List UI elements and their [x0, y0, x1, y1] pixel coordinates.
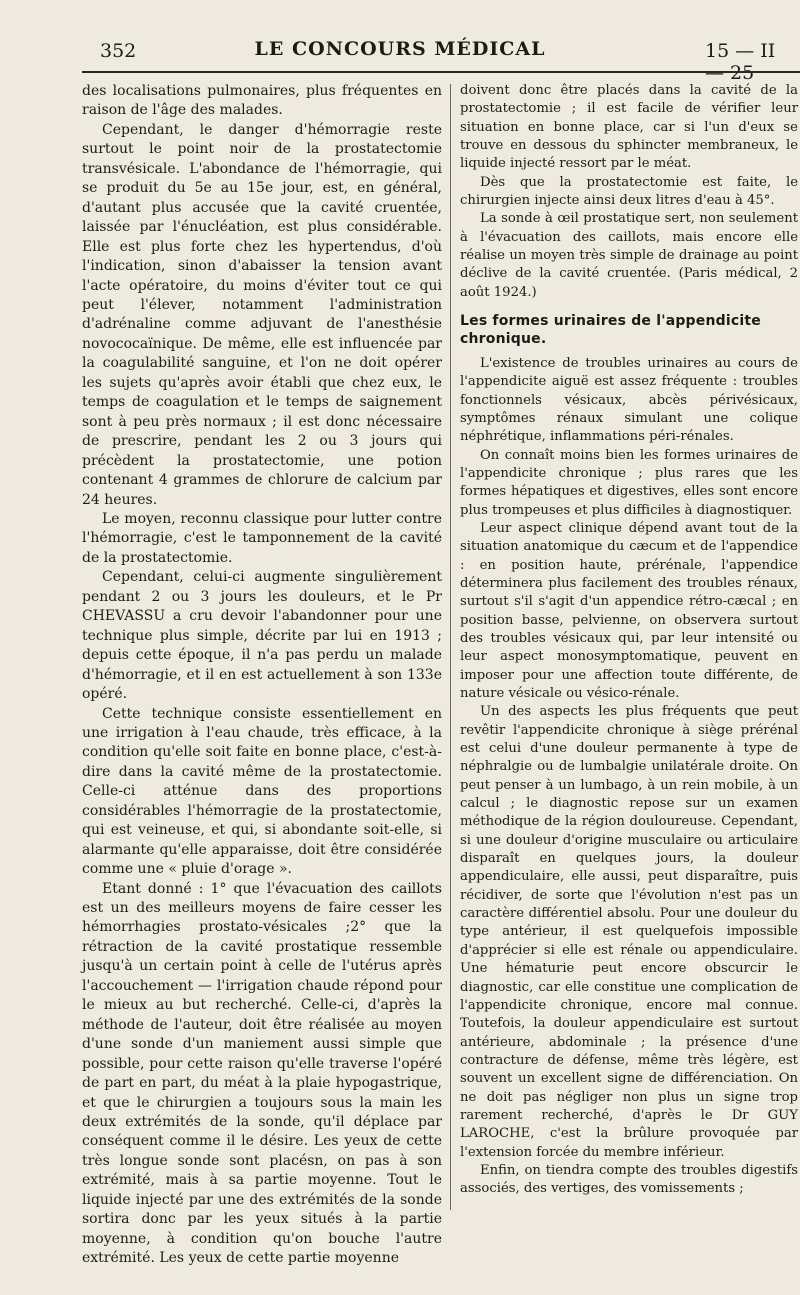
left-column [82, 82, 442, 1269]
right-paragraph: Leur aspect clinique dépend avant tout de la situation anatomique du cæcum et de l'appendice : en position haute, prérénale, l'appendice déterminera plus facilement des troubles rénaux, surtout s'il s'agit d'un appendice rétro-cæcal ; en position basse, pelvienne, on observera surtout des troubles vésicaux qui, par leur intensité ou leur aspect monosymptomatique, peuvent en imposer pour une affection toute différente, de nature vésicale ou vésico-rénale. [460, 520, 798, 701]
right-column [460, 82, 798, 1199]
right-paragraph: On connaît moins bien les formes urinaires de l'appendicite chronique ; plus rares que les formes hépatiques et digestives, elles sont encore plus trompeuses et plus difficiles à diagnostiquer. [460, 447, 798, 518]
right-paragraph: Dès que la prostatectomie est faite, le chirurgien injecte ainsi deux litres d'eau à 45°. [460, 174, 798, 209]
right-paragraph: Un des aspects les plus fréquents que peut revêtir l'appendicite chronique à siège prérénal est celui d'une douleur permanente à type de néphralgie ou de lumbalgie unilatérale droite. On peut penser à un lumbago, à un rein mobile, à un calcul ; le diagnostic repose sur un examen méthodique de la région douloureuse. Cependant, si une douleur d'origine musculaire ou articulaire disparaît en quelques jours, la douleur appendiculaire, elle aussi, peut disparaître, puis récidiver, de sorte que l'évolution n'est pas un caractère différentiel absolu. Pour une douleur du type antérieur, il est quelquefois impossible d'apprécier si elle est rénale ou appendiculaire. Une hématurie peut encore obscurcir le diagnostic, car elle constitue une complication de l'appendicite chronique, encore mal connue. Toutefois, la douleur appendiculaire est surtout antérieure, abdominale ; la présence d'une contracture de défense, même très légère, est souvent un excellent signe de différenciation. On ne doit pas négliger non plus un signe trop rarement recherché, d'après le Dr GUY LAROCHE, c'est la brûlure provoquée par l'extension forcée du membre inférieur. [460, 704, 798, 1160]
right-paragraph: doivent donc être placés dans la cavité de la prostatectomie ; il est facile de vérifier leur situation en bonne place, car si l'un d'eux se trouve en dessous du sphincter membraneux, le liquide injecté ressort par le méat. [460, 83, 798, 172]
left-paragraph: Cette technique consiste essentiellement en une irrigation à l'eau chaude, très efficace, à la condition qu'elle soit faite en bonne place, c'est-à-dire dans la cavité même de la prostatectomie. Celle-ci atténue dans des proportions considérables l'hémorragie de la prostatectomie, qui est veineuse, et qui, si abondante soit-elle, si alarmante qu'elle apparaisse, doit être considérée comme une « pluie d'orage ». [82, 705, 442, 878]
right-paragraph: La sonde à œil prostatique sert, non seulement à l'évacuation des caillots, mais encore elle réalise un moyen très simple de drainage au point déclive de la cavité cruentée. (Paris médical, 2 août 1924.) [460, 211, 798, 300]
page-number: 352 [100, 40, 137, 62]
column-divider [450, 84, 451, 1210]
issue-date: 15 — II — 25 [705, 40, 776, 84]
left-paragraph: Cependant, le danger d'hémorragie reste surtout le point noir de la prostatectomie transvésicale. L'abondance de l'hémorragie, qui se produit du 5e au 15e jour, est, en général, d'autant plus accusée que la cavité cruentée, laissée par l'énucléation, est plus considérable. Elle est plus forte chez les hypertendus, d'où l'indication, sinon d'abaisser la tension avant l'acte opératoire, du moins d'éviter tout ce qui peut l'élever, notamment l'administration d'adrénaline comme adjuvant de l'anesthésie novococaïnique. De même, elle est influencée par la coagulabilité sanguine, et l'on ne doit opérer les sujets qu'après avoir établi que chez eux, le temps de coagulation et le temps de saignement sont à peu près normaux ; il est donc nécessaire de prescrire, pendant les 2 ou 3 jours qui précèdent la prostatectomie, une potion contenant 4 grammes de chlorure de calcium par 24 heures. [82, 121, 442, 508]
page-header [0, 30, 800, 84]
right-paragraph: Enfin, on tiendra compte des troubles digestifs associés, des vertiges, des vomissements ; [460, 1162, 798, 1197]
left-paragraph: des localisations pulmonaires, plus fréquentes en raison de l'âge des malades. [82, 83, 442, 119]
left-paragraph: Etant donné : 1° que l'évacuation des caillots est un des meilleurs moyens de faire cesser les hémorrhagies prostato-vésicales ;2° que la rétraction de la cavité prostatique ressemble jusqu'à un certain point à celle de l'utérus après l'accouchement — l'irrigation chaude répond pour le mieux au but recherché. Celle-ci, d'après la méthode de l'auteur, doit être réalisée au moyen d'une sonde d'un maniement aussi simple que possible, pour cette raison qu'elle traverse l'opéré de part en part, du méat à la plaie hypogastrique, et que le chirurgien a toujours sous la main les deux extrémités de la sonde, qu'il déplace par conséquent comme il le désire. Les yeux de cette très longue sonde sont placésn, on pas à son extrémité, mais à sa partie moyenne. Tout le liquide injecté par une des extrémités de la sonde sortira donc par les yeux situés à la partie moyenne, à condition qu'on bouche l'autre extrémité. Les yeux de cette partie moyenne [82, 880, 442, 1267]
journal-title: LE CONCOURS MÉDICAL [254, 38, 546, 60]
section-heading: Les formes urinaires de l'appendicite chronique. [460, 313, 761, 348]
left-paragraph: Cependant, celui-ci augmente singulièrement pendant 2 ou 3 jours les douleurs, et le Pr CHEVASSU a cru devoir l'abandonner pour une technique plus simple, décrite par lui en 1913 ; depuis cette époque, il n'a pas perdu un malade d'hémorragie, et il en est actuellement à son 133e opéré. [82, 569, 442, 703]
right-paragraph: L'existence de troubles urinaires au cours de l'appendicite aiguë est assez fréquente : troubles fonctionnels vésicaux, abcès périvésicaux, symptômes rénaux simulant une colique néphrétique, inflammations péri-rénales. [460, 355, 798, 445]
left-paragraph: Le moyen, reconnu classique pour lutter contre l'hémorragie, c'est le tamponnement de la cavité de la prostatectomie. [82, 510, 442, 566]
header-rule [82, 71, 800, 73]
